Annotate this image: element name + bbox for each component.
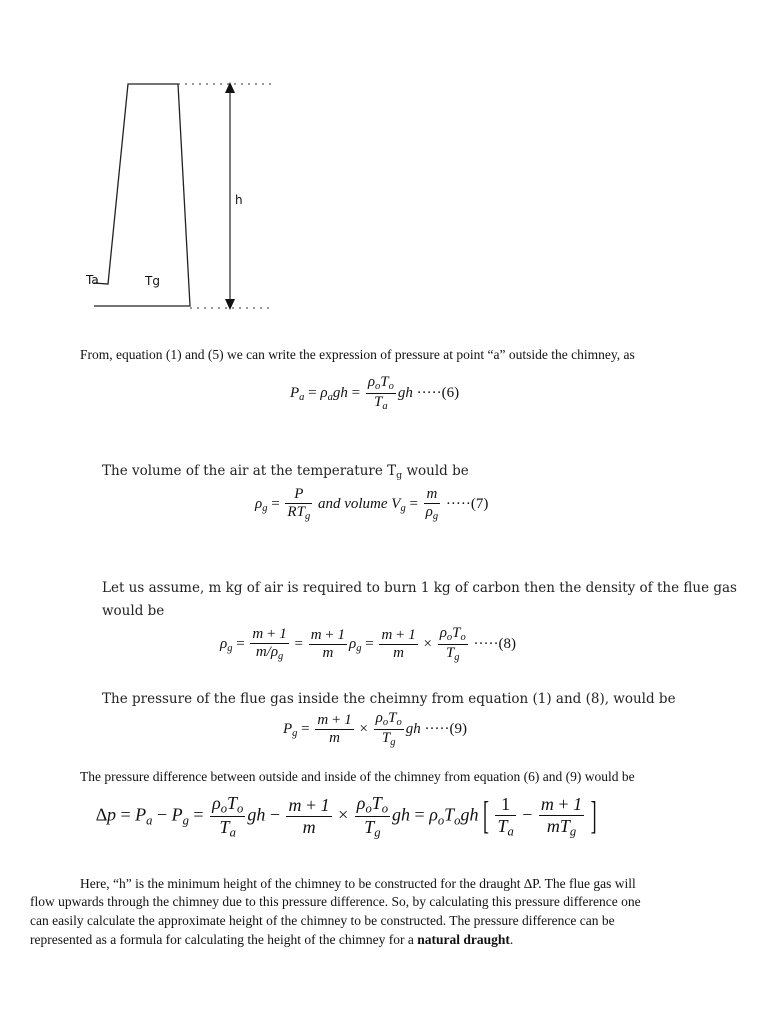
equation-9: $P_g$ = $\frac{m + 1}{m}$ × $\frac{\rho_oT_o}{T_g}$ gh ·····(9): [283, 710, 467, 749]
chimney-diagram: [80, 74, 320, 320]
equation-6-tag: ·····(6): [416, 385, 460, 402]
equation-9-tag: ·····(9): [424, 721, 467, 738]
paragraph-6-line-4: represented as a formula for calculating the height of the chimney for a natural draught.: [30, 932, 514, 947]
equation-7-tag: ·····(7): [445, 496, 489, 513]
temperature-g-label: Tg: [145, 274, 160, 288]
arrow-up-icon: [225, 82, 235, 93]
paragraph-6-line-3: can easily calculate the approximate height of the chimney to be constructed. The pressure difference can be: [30, 913, 615, 928]
equation-8-tag: ·····(8): [473, 636, 516, 653]
equation-pressure-difference: $\Delta p = P_a - P_g$ = $\frac{\rho_oT_o}{T_a}$ gh − $\frac{m + 1}{m}$ × $\frac{\rho_oT_o}{T_g}$ gh = $\rho_oT_ogh$ [ $\frac{1}{T_a}$ − $\frac{m + 1}{mT_g}$ ]: [96, 793, 597, 840]
paragraph-3-line-1: Let us assume, m kg of air is required to burn 1 kg of carbon then the density of the flue gas: [102, 580, 737, 596]
paragraph-1: From, equation (1) and (5) we can write the expression of pressure at point “a” outside the chimney, as: [80, 347, 635, 362]
paragraph-6-line-2: flow upwards through the chimney due to this pressure difference. So, by calculating this pressure difference one: [30, 894, 641, 909]
equation-6: $P_a = \rho_agh$ = $\frac{\rho_oT_o}{T_a}$ gh ·····(6): [290, 374, 460, 413]
temperature-a-label: Ta: [86, 273, 99, 287]
natural-draught-term: natural draught: [417, 932, 510, 947]
equation-8: $\rho_g$ = $\frac{m + 1}{m/\rho_g}$ = $\frac{m + 1}{m}$ $\rho_g$ = $\frac{m + 1}{m}$ × $\frac{\rho_oT_o}{T_g}$ ·····(8): [220, 625, 516, 664]
paragraph-4: The pressure of the flue gas inside the cheimny from equation (1) and (8), would be: [102, 691, 676, 707]
paragraph-5: The pressure difference between outside and inside of the chimney from equation (6) and (9) would be: [80, 769, 635, 784]
height-label: h: [235, 193, 243, 207]
paragraph-3-line-2: would be: [102, 603, 165, 619]
paragraph-6-line-1: Here, “h” is the minimum height of the chimney to be constructed for the draught ∆P. The flue gas will: [80, 876, 636, 891]
equation-7: $\rho_g$ = $\frac{P}{RT_g}$ and volume $V_g$ = $\frac{m}{\rho_g}$ ·····(7): [255, 486, 489, 523]
paragraph-2: The volume of the air at the temperature $T_g$ would be: [102, 463, 469, 481]
chimney-outline: [94, 84, 190, 306]
